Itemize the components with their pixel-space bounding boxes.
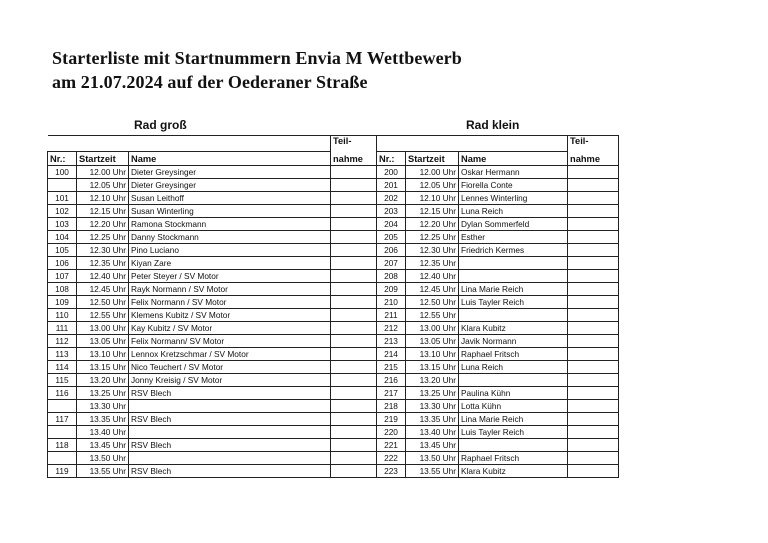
left-name-cell: Dieter Greysinger	[129, 166, 331, 179]
right-name-cell	[459, 309, 568, 322]
left-time-cell: 13.05 Uhr	[77, 335, 129, 348]
left-nr-cell	[48, 452, 77, 465]
right-participation-cell[interactable]	[568, 413, 619, 426]
left-time-cell: 13.20 Uhr	[77, 374, 129, 387]
right-participation-cell[interactable]	[568, 465, 619, 478]
right-time-cell: 12.30 Uhr	[406, 244, 459, 257]
right-participation-cell[interactable]	[568, 205, 619, 218]
right-time-cell: 13.10 Uhr	[406, 348, 459, 361]
right-name-cell: Paulina Kühn	[459, 387, 568, 400]
left-time-cell: 12.35 Uhr	[77, 257, 129, 270]
right-name-cell: Raphael Fritsch	[459, 452, 568, 465]
right-name-cell: Lotta Kühn	[459, 400, 568, 413]
left-name-cell: Jonny Kreisig / SV Motor	[129, 374, 331, 387]
table-row	[48, 361, 619, 374]
table-row	[48, 400, 619, 413]
left-time-cell: 12.15 Uhr	[77, 205, 129, 218]
page-title-line-2: am 21.07.2024 auf der Oederaner Straße	[52, 72, 368, 92]
left-participation-cell[interactable]	[331, 231, 377, 244]
left-time-cell: 13.30 Uhr	[77, 400, 129, 413]
right-name-cell: Luis Tayler Reich	[459, 426, 568, 439]
right-time-cell: 12.55 Uhr	[406, 309, 459, 322]
table-row	[48, 348, 619, 361]
left-participation-cell[interactable]	[331, 309, 377, 322]
left-name-cell: Felix Normann/ SV Motor	[129, 335, 331, 348]
left-header-name: Name	[129, 152, 331, 166]
left-time-cell: 12.25 Uhr	[77, 231, 129, 244]
right-header-participation-2: nahme	[568, 152, 619, 166]
right-nr-cell: 218	[377, 400, 406, 413]
right-nr-cell: 214	[377, 348, 406, 361]
left-participation-cell[interactable]	[331, 439, 377, 452]
right-nr-cell: 209	[377, 283, 406, 296]
right-nr-cell: 203	[377, 205, 406, 218]
left-time-cell: 13.50 Uhr	[77, 452, 129, 465]
table-row	[48, 296, 619, 309]
left-name-cell	[129, 426, 331, 439]
table-row	[48, 192, 619, 205]
left-time-cell: 13.15 Uhr	[77, 361, 129, 374]
table-row	[48, 465, 619, 478]
left-name-cell: Susan Winterling	[129, 205, 331, 218]
section-heading-rad-klein: Rad klein	[466, 118, 520, 132]
right-name-cell: Luis Tayler Reich	[459, 296, 568, 309]
left-nr-cell: 101	[48, 192, 77, 205]
left-time-cell: 13.25 Uhr	[77, 387, 129, 400]
right-name-cell: Lina Marie Reich	[459, 283, 568, 296]
table-row	[48, 231, 619, 244]
right-name-cell: Klara Kubitz	[459, 322, 568, 335]
right-participation-cell[interactable]	[568, 166, 619, 179]
starter-table	[47, 135, 619, 478]
right-name-cell: Javik Normann	[459, 335, 568, 348]
left-name-cell: Ramona Stockmann	[129, 218, 331, 231]
left-header-participation: Teil-	[331, 136, 377, 152]
left-participation-cell[interactable]	[331, 465, 377, 478]
left-participation-cell[interactable]	[331, 452, 377, 465]
left-name-cell: Felix Normann / SV Motor	[129, 296, 331, 309]
left-name-cell: RSV Blech	[129, 465, 331, 478]
right-time-cell: 13.55 Uhr	[406, 465, 459, 478]
right-time-cell: 13.40 Uhr	[406, 426, 459, 439]
right-nr-cell: 204	[377, 218, 406, 231]
left-time-cell: 12.00 Uhr	[77, 166, 129, 179]
table-row	[48, 426, 619, 439]
right-header-participation: Teil-	[568, 136, 619, 152]
table-row	[48, 166, 619, 179]
left-name-cell	[129, 452, 331, 465]
left-name-cell: Nico Teuchert / SV Motor	[129, 361, 331, 374]
right-time-cell: 13.30 Uhr	[406, 400, 459, 413]
right-time-cell: 12.20 Uhr	[406, 218, 459, 231]
left-time-cell: 12.20 Uhr	[77, 218, 129, 231]
left-time-cell: 12.30 Uhr	[77, 244, 129, 257]
left-nr-cell: 105	[48, 244, 77, 257]
right-header-time: Startzeit	[406, 152, 459, 166]
table-row	[48, 452, 619, 465]
left-nr-cell: 114	[48, 361, 77, 374]
left-time-cell: 12.50 Uhr	[77, 296, 129, 309]
left-nr-cell: 112	[48, 335, 77, 348]
right-nr-cell: 208	[377, 270, 406, 283]
right-nr-cell: 223	[377, 465, 406, 478]
left-participation-cell[interactable]	[331, 166, 377, 179]
right-name-cell: Esther	[459, 231, 568, 244]
right-time-cell: 12.05 Uhr	[406, 179, 459, 192]
left-nr-cell: 109	[48, 296, 77, 309]
right-time-cell: 12.35 Uhr	[406, 257, 459, 270]
left-nr-cell	[48, 426, 77, 439]
left-name-cell: Susan Leithoff	[129, 192, 331, 205]
left-header-time: Startzeit	[77, 152, 129, 166]
right-nr-cell: 220	[377, 426, 406, 439]
right-participation-cell[interactable]	[568, 452, 619, 465]
right-nr-cell: 222	[377, 452, 406, 465]
left-nr-cell: 116	[48, 387, 77, 400]
left-nr-cell	[48, 400, 77, 413]
table-row	[48, 439, 619, 452]
right-time-cell: 13.20 Uhr	[406, 374, 459, 387]
right-time-cell: 13.25 Uhr	[406, 387, 459, 400]
left-time-cell: 13.40 Uhr	[77, 426, 129, 439]
left-nr-cell	[48, 179, 77, 192]
table-row	[48, 244, 619, 257]
right-participation-cell[interactable]	[568, 192, 619, 205]
left-participation-cell[interactable]	[331, 335, 377, 348]
left-time-cell: 13.00 Uhr	[77, 322, 129, 335]
table-row	[48, 387, 619, 400]
right-participation-cell[interactable]	[568, 426, 619, 439]
left-participation-cell[interactable]	[331, 387, 377, 400]
right-time-cell: 13.50 Uhr	[406, 452, 459, 465]
right-time-cell: 12.45 Uhr	[406, 283, 459, 296]
right-name-cell	[459, 270, 568, 283]
left-participation-cell[interactable]	[331, 218, 377, 231]
left-nr-cell: 118	[48, 439, 77, 452]
left-participation-cell[interactable]	[331, 348, 377, 361]
left-name-cell: Kiyan Zare	[129, 257, 331, 270]
right-time-cell: 13.45 Uhr	[406, 439, 459, 452]
left-participation-cell[interactable]	[331, 244, 377, 257]
table-row	[48, 335, 619, 348]
left-time-cell: 12.45 Uhr	[77, 283, 129, 296]
left-participation-cell[interactable]	[331, 192, 377, 205]
left-time-cell: 12.55 Uhr	[77, 309, 129, 322]
left-time-cell: 13.45 Uhr	[77, 439, 129, 452]
right-name-cell: Luna Reich	[459, 361, 568, 374]
right-participation-cell[interactable]	[568, 296, 619, 309]
right-header-name: Name	[459, 152, 568, 166]
left-nr-cell: 106	[48, 257, 77, 270]
right-nr-cell: 205	[377, 231, 406, 244]
left-time-cell: 12.10 Uhr	[77, 192, 129, 205]
left-nr-cell: 113	[48, 348, 77, 361]
right-name-cell	[459, 439, 568, 452]
left-name-cell: Peter Steyer / SV Motor	[129, 270, 331, 283]
right-nr-cell: 201	[377, 179, 406, 192]
left-name-cell: Lennox Kretzschmar / SV Motor	[129, 348, 331, 361]
right-name-cell	[459, 374, 568, 387]
right-participation-cell[interactable]	[568, 218, 619, 231]
left-name-cell: Dieter Greysinger	[129, 179, 331, 192]
left-participation-cell[interactable]	[331, 426, 377, 439]
left-participation-cell[interactable]	[331, 270, 377, 283]
left-header-participation-2: nahme	[331, 152, 377, 166]
right-nr-cell: 211	[377, 309, 406, 322]
left-participation-cell[interactable]	[331, 413, 377, 426]
right-time-cell: 12.10 Uhr	[406, 192, 459, 205]
left-nr-cell: 110	[48, 309, 77, 322]
table-row	[48, 218, 619, 231]
left-header-nr: Nr.:	[48, 152, 77, 166]
left-time-cell: 13.10 Uhr	[77, 348, 129, 361]
right-name-cell: Lina Marie Reich	[459, 413, 568, 426]
right-time-cell: 12.25 Uhr	[406, 231, 459, 244]
left-time-cell: 13.55 Uhr	[77, 465, 129, 478]
right-participation-cell[interactable]	[568, 179, 619, 192]
left-time-cell: 12.40 Uhr	[77, 270, 129, 283]
right-participation-cell[interactable]	[568, 348, 619, 361]
right-participation-cell[interactable]	[568, 400, 619, 413]
right-nr-cell: 221	[377, 439, 406, 452]
right-time-cell: 13.00 Uhr	[406, 322, 459, 335]
left-name-cell: Pino Luciano	[129, 244, 331, 257]
right-nr-cell: 202	[377, 192, 406, 205]
right-time-cell: 12.00 Uhr	[406, 166, 459, 179]
table-row	[48, 205, 619, 218]
right-nr-cell: 217	[377, 387, 406, 400]
left-participation-cell[interactable]	[331, 374, 377, 387]
right-name-cell: Luna Reich	[459, 205, 568, 218]
left-nr-cell: 100	[48, 166, 77, 179]
right-name-cell: Fiorella Conte	[459, 179, 568, 192]
right-nr-cell: 212	[377, 322, 406, 335]
right-time-cell: 13.15 Uhr	[406, 361, 459, 374]
right-participation-cell[interactable]	[568, 231, 619, 244]
left-name-cell: Rayk Normann / SV Motor	[129, 283, 331, 296]
left-nr-cell: 111	[48, 322, 77, 335]
right-nr-cell: 213	[377, 335, 406, 348]
left-nr-cell: 117	[48, 413, 77, 426]
left-participation-cell[interactable]	[331, 361, 377, 374]
right-name-cell: Raphael Fritsch	[459, 348, 568, 361]
left-name-cell: Danny Stockmann	[129, 231, 331, 244]
right-time-cell: 12.40 Uhr	[406, 270, 459, 283]
right-nr-cell: 207	[377, 257, 406, 270]
right-time-cell: 13.35 Uhr	[406, 413, 459, 426]
left-time-cell: 13.35 Uhr	[77, 413, 129, 426]
left-nr-cell: 119	[48, 465, 77, 478]
left-name-cell	[129, 400, 331, 413]
right-nr-cell: 215	[377, 361, 406, 374]
left-participation-cell[interactable]	[331, 179, 377, 192]
table-row	[48, 179, 619, 192]
right-nr-cell: 206	[377, 244, 406, 257]
left-nr-cell: 102	[48, 205, 77, 218]
left-name-cell: RSV Blech	[129, 413, 331, 426]
right-time-cell: 12.50 Uhr	[406, 296, 459, 309]
right-time-cell: 12.15 Uhr	[406, 205, 459, 218]
right-nr-cell: 210	[377, 296, 406, 309]
table-row	[48, 309, 619, 322]
right-time-cell: 13.05 Uhr	[406, 335, 459, 348]
right-participation-cell[interactable]	[568, 257, 619, 270]
left-participation-cell[interactable]	[331, 205, 377, 218]
left-time-cell: 12.05 Uhr	[77, 179, 129, 192]
right-participation-cell[interactable]	[568, 244, 619, 257]
right-header-nr: Nr.:	[377, 152, 406, 166]
right-participation-cell[interactable]	[568, 439, 619, 452]
left-nr-cell: 103	[48, 218, 77, 231]
left-participation-cell[interactable]	[331, 322, 377, 335]
right-name-cell: Lennes Winterling	[459, 192, 568, 205]
page-title-line-1: Starterliste mit Startnummern Envia M Wettbewerb	[52, 48, 462, 68]
table-row	[48, 270, 619, 283]
table-row	[48, 413, 619, 426]
left-name-cell: Klemens Kubitz / SV Motor	[129, 309, 331, 322]
right-participation-cell[interactable]	[568, 387, 619, 400]
right-nr-cell: 216	[377, 374, 406, 387]
left-nr-cell: 115	[48, 374, 77, 387]
right-participation-cell[interactable]	[568, 335, 619, 348]
right-nr-cell: 219	[377, 413, 406, 426]
left-participation-cell[interactable]	[331, 400, 377, 413]
right-participation-cell[interactable]	[568, 361, 619, 374]
left-nr-cell: 104	[48, 231, 77, 244]
left-name-cell: Kay Kubitz / SV Motor	[129, 322, 331, 335]
right-participation-cell[interactable]	[568, 309, 619, 322]
table-row	[48, 283, 619, 296]
left-name-cell: RSV Blech	[129, 439, 331, 452]
right-nr-cell: 200	[377, 166, 406, 179]
right-name-cell	[459, 257, 568, 270]
table-row	[48, 374, 619, 387]
left-participation-cell[interactable]	[331, 257, 377, 270]
left-participation-cell[interactable]	[331, 283, 377, 296]
right-name-cell: Oskar Hermann	[459, 166, 568, 179]
left-participation-cell[interactable]	[331, 296, 377, 309]
right-participation-cell[interactable]	[568, 374, 619, 387]
right-participation-cell[interactable]	[568, 322, 619, 335]
left-name-cell: RSV Blech	[129, 387, 331, 400]
table-row	[48, 257, 619, 270]
right-name-cell: Dylan Sommerfeld	[459, 218, 568, 231]
section-heading-rad-gross: Rad groß	[134, 118, 187, 132]
right-name-cell: Klara Kubitz	[459, 465, 568, 478]
left-nr-cell: 107	[48, 270, 77, 283]
table-row	[48, 322, 619, 335]
left-nr-cell: 108	[48, 283, 77, 296]
right-name-cell: Friedrich Kermes	[459, 244, 568, 257]
right-participation-cell[interactable]	[568, 283, 619, 296]
right-participation-cell[interactable]	[568, 270, 619, 283]
